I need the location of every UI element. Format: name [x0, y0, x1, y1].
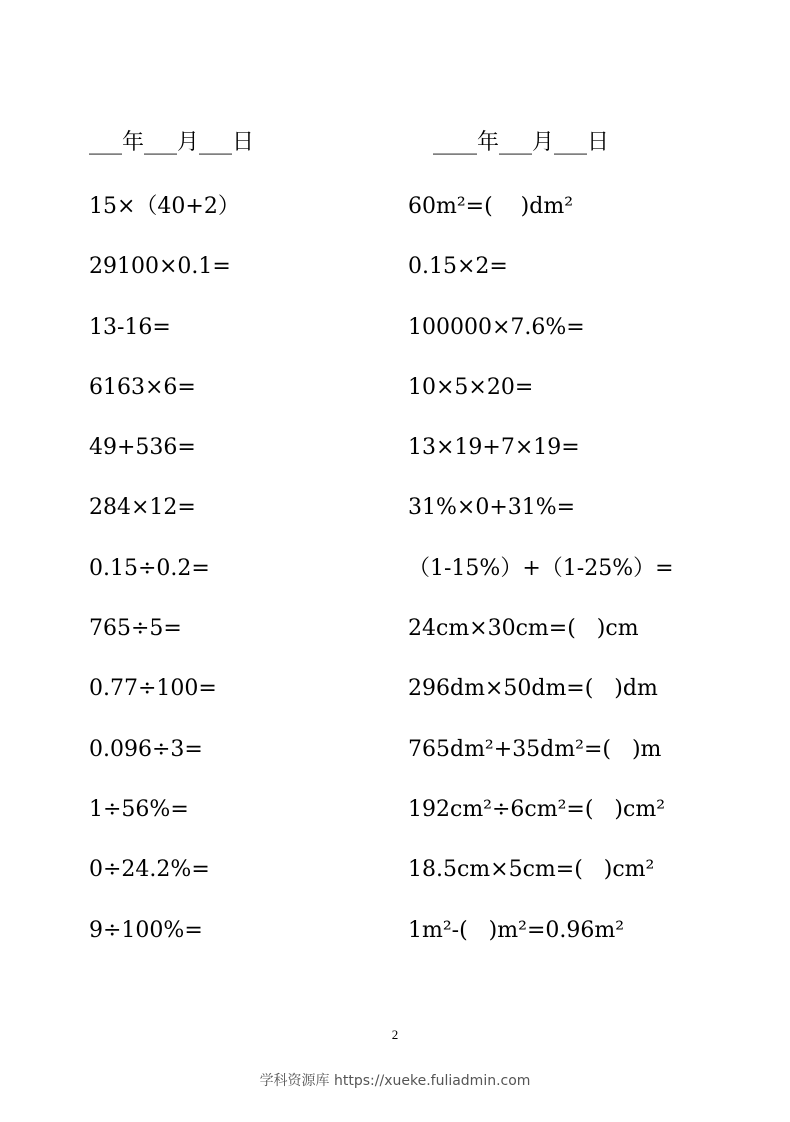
problem-item: 0÷24.2%= — [89, 857, 210, 883]
problem-item: 31%×0+31%= — [408, 495, 576, 521]
problem-item: 765÷5= — [89, 616, 182, 642]
date-line-right: ____年___月___日 — [433, 130, 610, 155]
problem-item: 60m²=( )dm² — [408, 194, 574, 219]
problem-item: 1÷56%= — [89, 796, 189, 822]
page-number: 2 — [391, 1027, 399, 1042]
problem-item: 296dm×50dm=( )dm — [408, 676, 658, 702]
problem-item: 49+536= — [89, 435, 196, 461]
problem-item: 100000×7.6%= — [408, 314, 585, 340]
problem-item: 765dm²+35dm²=( )m — [408, 736, 662, 762]
problem-item: 192cm²÷6cm²=( )cm² — [408, 796, 666, 822]
problem-item: 29100×0.1= — [89, 254, 231, 280]
problem-list-left — [89, 192, 240, 976]
problem-item: 284×12= — [89, 495, 196, 521]
problem-item: 0.096÷3= — [89, 736, 203, 762]
problem-item: 13×19+7×19= — [408, 435, 580, 461]
problem-item: 0.15÷0.2= — [89, 555, 210, 581]
problem-item: 0.77÷100= — [89, 676, 217, 702]
problem-list-right — [408, 192, 674, 976]
problem-item: 15×（40+2） — [89, 194, 240, 219]
problem-item: （1-15%）+（1-25%）= — [408, 555, 674, 581]
date-line-left: ___年___月___日 — [89, 130, 255, 155]
problem-item: 24cm×30cm=( )cm — [408, 616, 639, 642]
problem-item: 13-16= — [89, 314, 171, 340]
footer-watermark: 学科资源库 https://xueke.fuliadmin.com — [259, 1073, 531, 1089]
problem-item: 10×5×20= — [408, 374, 534, 400]
problem-item: 6163×6= — [89, 374, 196, 400]
problem-item: 9÷100%= — [89, 917, 203, 943]
problem-item: 0.15×2= — [408, 254, 508, 280]
problem-item: 1m²-( )m²=0.96m² — [408, 917, 625, 943]
problem-item: 18.5cm×5cm=( )cm² — [408, 857, 655, 883]
